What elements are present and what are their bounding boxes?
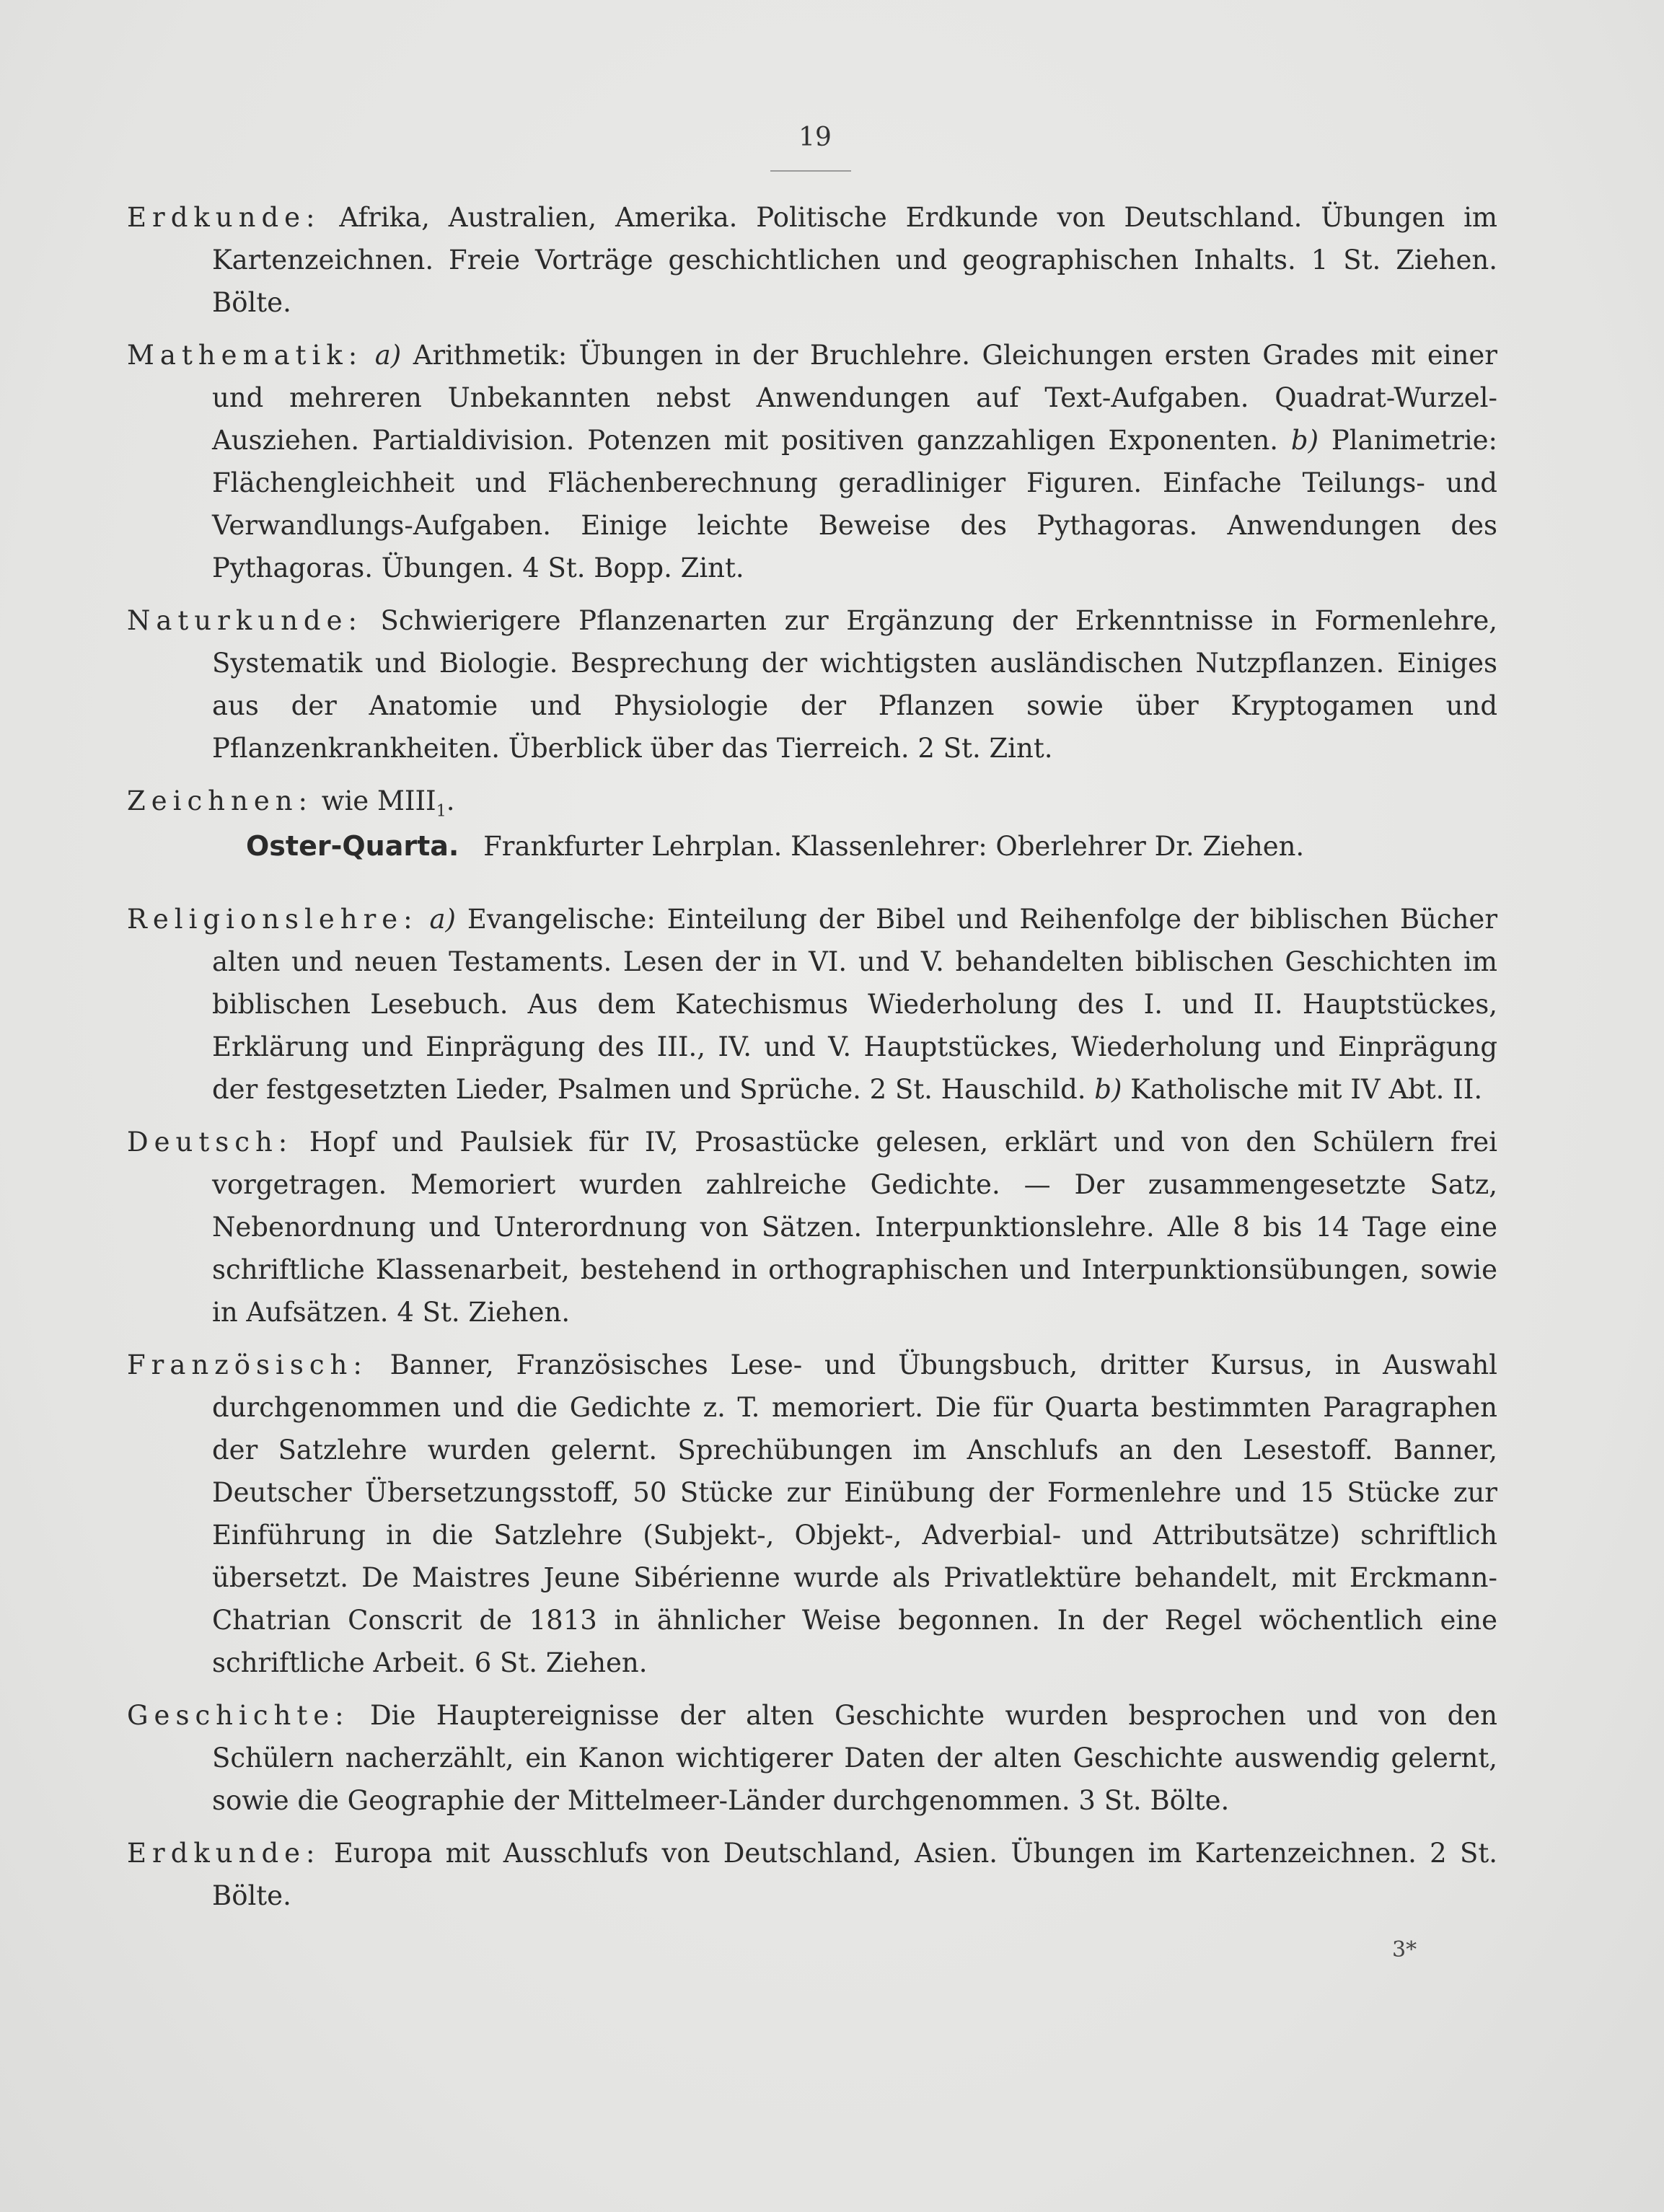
- section-heading: Erdkunde:: [127, 1838, 321, 1869]
- page-content: [127, 196, 1497, 1927]
- section-franzoesisch: [127, 1344, 1497, 1684]
- section-religionslehre: [127, 898, 1497, 1111]
- section-text: Banner, Französisches Lese- und Übungsbuch, dritter Kursus, in Auswahl durchgenommen und die Gedichte z. T. memoriert. Die für Quarta bestimmten Paragraphen der Satzlehre wurden gelernt. Sprechübungen im Anschlufs an den Lesestoff. Banner, Deutscher Übersetzungsstoff, 50 Stücke zur Einübung der Formenlehre und 15 Stücke zur Einführung in die Satzlehre (Subjekt-, Objekt-, Adverbial- und Attributsätze) schriftlich übersetzt. De Maistres Jeune Sibérienne wurde als Privatlektüre behandelt, mit Erckmann-Chatrian Conscrit de 1813 in ähnlicher Weise begonnen. In der Regel wöchentlich eine schriftliche Arbeit. 6 St. Ziehen.: [212, 1349, 1497, 1678]
- subsection-text-a: Evangelische: Einteilung der Bibel und Reihenfolge der biblischen Bücher alten und neuen Testaments. Lesen der in VI. und V. behandelten biblischen Geschichten im biblischen Lesebuch. Aus dem Katechismus Wiederholung des I. und II. Hauptstückes, Erklärung und Einprägung des III., IV. und V. Hauptstückes, Wiederholung und Einprägung der festgesetzten Lieder, Psalmen und Sprüche. 2 St. Hauschild.: [212, 904, 1498, 1105]
- section-heading: Deutsch:: [127, 1127, 294, 1158]
- class-heading: [127, 825, 1497, 868]
- section-erdkunde-top: [127, 196, 1497, 324]
- section-erdkunde-bottom: [127, 1832, 1497, 1917]
- section-text: Schwierigere Pflanzenarten zur Ergänzung der Erkenntnisse in Formenlehre, Systematik und Biologie. Besprechung der wichtigsten ausländischen Nutzpflanzen. Einiges aus der Anatomie und Physiologie der Pflanzen sowie über Kryptogamen und Pflanzenkrankheiten. Überblick über das Tierreich. 2 St. Zint.: [212, 605, 1497, 764]
- section-tail: .: [446, 785, 455, 816]
- section-mathematik: [127, 334, 1497, 589]
- subsection-text-b: Katholische mit IV Abt. II.: [1130, 1074, 1483, 1105]
- subsection-label-b: b): [1094, 1074, 1122, 1105]
- subsection-label-a: a): [374, 340, 402, 371]
- section-text: Europa mit Ausschlufs von Deutschland, Asien. Übungen im Kartenzeichnen. 2 St. Bölte.: [212, 1838, 1497, 1911]
- section-naturkunde: [127, 599, 1497, 770]
- section-text: wie MIII: [321, 785, 436, 816]
- page-number-rule: [770, 170, 851, 172]
- class-description: Frankfurter Lehrplan. Klassenlehrer: Oberlehrer Dr. Ziehen.: [483, 831, 1305, 862]
- section-heading: Zeichnen:: [127, 785, 314, 816]
- section-heading: Mathematik:: [127, 340, 364, 371]
- section-heading: Erdkunde:: [127, 202, 321, 233]
- section-text: Hopf und Paulsiek für IV, Prosastücke gelesen, erklärt und von den Schülern frei vorgetragen. Memoriert wurden zahlreiche Gedichte. — Der zusammengesetzte Satz, Nebenordnung und Unterordnung von Sätzen. Interpunktionslehre. Alle 8 bis 14 Tage eine schriftliche Klassenarbeit, bestehend in orthographischen und Interpunktionsübungen, sowie in Aufsätzen. 4 St. Ziehen.: [212, 1127, 1497, 1328]
- section-subscript: 1: [436, 802, 446, 821]
- class-title: Oster-Quarta.: [246, 830, 459, 862]
- section-heading: Religionslehre:: [127, 904, 418, 935]
- subsection-text-a: Arithmetik: Übungen in der Bruchlehre. Gleichungen ersten Grades mit einer und mehreren Unbekannten nebst Anwendungen auf Text-Aufgaben. Quadrat-Wurzel-Ausziehen. Partialdivision. Potenzen mit positiven ganzzahligen Exponenten.: [212, 340, 1497, 456]
- printer-signature: 3*: [1392, 1937, 1417, 1962]
- section-zeichnen: [127, 780, 1497, 822]
- section-heading: Geschichte:: [127, 1700, 350, 1731]
- section-text: Afrika, Australien, Amerika. Politische Erdkunde von Deutschland. Übungen im Kartenzeichnen. Freie Vorträge geschichtlichen und geographischen Inhalts. 1 St. Ziehen. Bölte.: [212, 202, 1497, 318]
- page-number: 19: [798, 123, 832, 152]
- section-heading: Französisch:: [127, 1349, 368, 1380]
- section-deutsch: [127, 1121, 1497, 1334]
- section-heading: Naturkunde:: [127, 605, 363, 636]
- subsection-text-b: Planimetrie: Flächengleichheit und Flächenberechnung geradliniger Figuren. Einfache Teilungs- und Verwandlungs-Aufgaben. Einige leichte Beweise des Pythagoras. Anwendungen des Pythagoras. Übungen. 4 St. Bopp. Zint.: [212, 425, 1498, 583]
- section-text: Die Hauptereignisse der alten Geschichte wurden besprochen und von den Schülern nacherzählt, ein Kanon wichtigerer Daten der alten Geschichte auswendig gelernt, sowie die Geographie der Mittelmeer-Länder durchgenommen. 3 St. Bölte.: [212, 1700, 1497, 1816]
- subsection-label-a: a): [429, 904, 456, 935]
- subsection-label-b: b): [1290, 425, 1319, 456]
- section-geschichte: [127, 1694, 1497, 1822]
